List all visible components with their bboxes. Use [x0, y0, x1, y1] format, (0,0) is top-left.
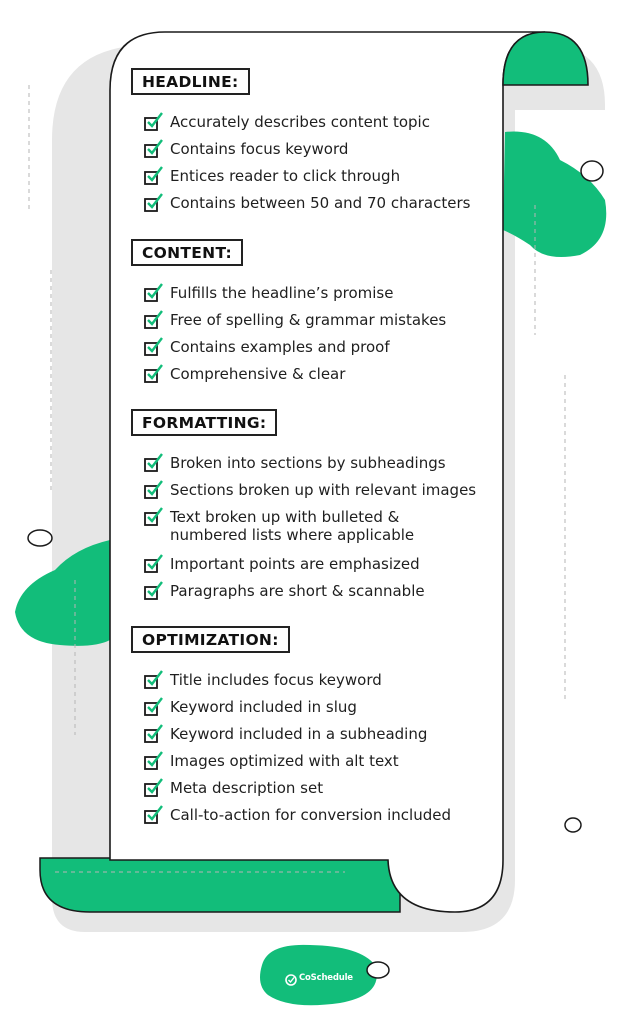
checkbox-check-icon	[143, 803, 165, 825]
checkbox-check-icon	[143, 579, 165, 601]
item-label: Sections broken up with relevant images	[170, 481, 477, 499]
section-optimization	[111, 626, 501, 833]
checklist-item	[111, 167, 501, 194]
section-headline	[111, 68, 501, 221]
scroll-bottom-curl	[40, 858, 400, 912]
item-label: Comprehensive & clear	[170, 365, 346, 383]
checklist-item	[111, 671, 501, 698]
item-label: Entices reader to click through	[170, 167, 401, 185]
checkbox-check-icon	[143, 668, 165, 690]
section-heading: OPTIMIZATION:	[131, 626, 290, 653]
checkbox-check-icon	[143, 478, 165, 500]
checkbox-check-icon	[143, 749, 165, 771]
checkbox-check-icon	[143, 552, 165, 574]
checkbox-check-icon	[143, 137, 165, 159]
checklist-item	[111, 140, 501, 167]
oval-decoration	[581, 161, 603, 181]
section-content	[111, 239, 501, 392]
checklist-item	[111, 481, 501, 508]
item-label: Free of spelling & grammar mistakes	[170, 311, 447, 329]
checkbox-check-icon	[143, 335, 165, 357]
checkbox-check-icon	[143, 110, 165, 132]
checklist-item	[111, 454, 501, 481]
item-label: Paragraphs are short & scannable	[170, 582, 425, 600]
item-label: Title includes focus keyword	[170, 671, 382, 689]
item-label: Important points are emphasized	[170, 555, 420, 573]
item-label: Images optimized with alt text	[170, 752, 399, 770]
checklist-item	[111, 311, 501, 338]
checkbox-check-icon	[143, 695, 165, 717]
checkbox-check-icon	[143, 362, 165, 384]
checklist-item	[111, 779, 501, 806]
checklist-item	[111, 113, 501, 140]
checkbox-check-icon	[143, 722, 165, 744]
item-label: Contains between 50 and 70 characters	[170, 194, 471, 212]
item-label: Broken into sections by subheadings	[170, 454, 446, 472]
checkbox-check-icon	[143, 451, 165, 473]
section-heading: CONTENT:	[131, 239, 243, 266]
brand-logo-text: CoSchedule	[299, 973, 353, 983]
checkbox-check-icon	[143, 281, 165, 303]
checkbox-check-icon	[143, 505, 165, 527]
checklist-item	[111, 752, 501, 779]
oval-decoration	[28, 530, 52, 546]
checklist-item	[111, 194, 501, 221]
item-label: Keyword included in slug	[170, 698, 357, 716]
item-label: Keyword included in a subheading	[170, 725, 428, 743]
item-label: Meta description set	[170, 779, 324, 797]
checklist-item	[111, 698, 501, 725]
section-heading: HEADLINE:	[131, 68, 250, 95]
checklist-item	[111, 806, 501, 833]
checkbox-check-icon	[143, 776, 165, 798]
checklist-item	[111, 508, 470, 555]
item-label: Fulfills the headline’s promise	[170, 284, 394, 302]
item-label: Text broken up with bulleted & numbered lists where applicable	[170, 508, 415, 544]
item-label: Accurately describes content topic	[170, 113, 430, 131]
checklist-item	[111, 582, 501, 609]
checklist-item	[111, 725, 501, 752]
green-blob-right	[503, 132, 606, 257]
checklist-item	[111, 555, 501, 582]
item-label: Contains examples and proof	[170, 338, 390, 356]
checkbox-check-icon	[143, 308, 165, 330]
checkbox-check-icon	[143, 191, 165, 213]
checkbox-check-icon	[143, 164, 165, 186]
item-label: Contains focus keyword	[170, 140, 349, 158]
oval-decoration	[367, 962, 389, 978]
section-heading: FORMATTING:	[131, 409, 277, 436]
checklist-item	[111, 365, 501, 392]
checklist-item	[111, 338, 501, 365]
checklist-item	[111, 284, 501, 311]
item-label: Call-to-action for conversion included	[170, 806, 452, 824]
oval-decoration	[565, 818, 581, 832]
section-formatting	[111, 409, 501, 609]
